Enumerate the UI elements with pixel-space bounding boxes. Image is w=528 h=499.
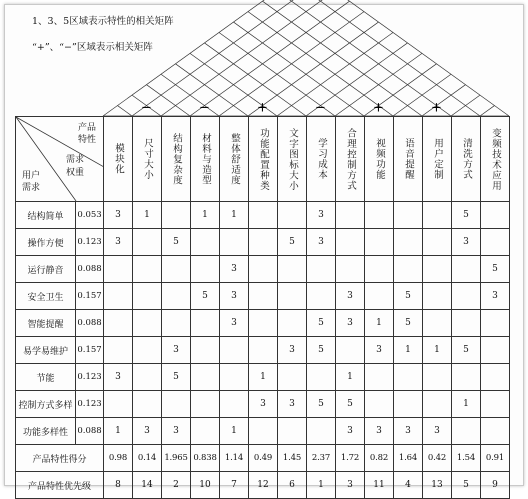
priority-value: 6	[278, 472, 307, 499]
relationship-cell: 3	[365, 337, 394, 364]
relationship-cell: 3	[162, 337, 191, 364]
relationship-cell: 5	[336, 391, 365, 418]
requirement-name: 节能	[16, 364, 76, 391]
corner-product-label-2: 特性	[78, 135, 97, 145]
relationship-cell	[278, 310, 307, 337]
relationship-cell: 3	[162, 418, 191, 445]
relationship-cell	[133, 310, 162, 337]
score-value: 1.965	[162, 445, 191, 472]
score-value: 0.42	[423, 445, 452, 472]
relationship-cell: 3	[394, 418, 423, 445]
relationship-cell	[365, 229, 394, 256]
roof-correlation-sign: −	[315, 100, 326, 116]
relationship-cell	[307, 364, 336, 391]
roof-correlation-sign: +	[257, 100, 268, 116]
characteristic-label: 整体舒适度	[229, 132, 240, 186]
requirement-row	[16, 337, 510, 364]
priority-value: 5	[452, 472, 481, 499]
note-correlation-regions: 1、3、5区域表示特性的相关矩阵	[32, 16, 174, 27]
roof-lattice-line	[118, 106, 133, 116]
relationship-cell	[191, 391, 220, 418]
roof-lattice-line	[263, 1, 423, 116]
score-value: 1.72	[336, 445, 365, 472]
relationship-cell: 1	[133, 202, 162, 229]
roof-lattice-line	[234, 22, 365, 116]
relationship-cell: 1	[336, 364, 365, 391]
score-value: 0.49	[249, 445, 278, 472]
relationship-cell: 5	[452, 202, 481, 229]
relationship-cell: 1	[394, 337, 423, 364]
requirement-row	[16, 364, 510, 391]
relationship-cell	[394, 391, 423, 418]
relationship-cell	[394, 256, 423, 283]
characteristic-header	[423, 117, 452, 202]
relationship-cell	[220, 229, 249, 256]
requirement-row	[16, 310, 510, 337]
priority-value: 9	[481, 472, 510, 499]
relationship-cell: 3	[278, 391, 307, 418]
score-value: 1.54	[452, 445, 481, 472]
requirement-name: 操作方便	[16, 229, 76, 256]
relationship-cell: 5	[278, 229, 307, 256]
roof-lattice-line	[132, 0, 321, 116]
roof-correlation-sign: −	[199, 100, 210, 116]
requirement-weight: 0.157	[76, 337, 104, 364]
relationship-cell	[162, 202, 191, 229]
relationship-cell: 3	[220, 283, 249, 310]
relationship-cell	[365, 202, 394, 229]
relationship-cell	[249, 229, 278, 256]
relationship-cell	[133, 337, 162, 364]
relationship-cell	[452, 256, 481, 283]
characteristic-label: 功能配置种类	[258, 127, 269, 191]
roof-correlation-sign: +	[431, 100, 442, 116]
priority-value: 11	[365, 472, 394, 499]
relationship-cell: 1	[104, 418, 133, 445]
characteristic-label: 清洗方式	[461, 138, 472, 180]
characteristic-label: 合理控制方式	[345, 127, 356, 191]
relationship-cell	[278, 202, 307, 229]
relationship-cell: 5	[394, 283, 423, 310]
corner-product-label-1: 产品	[78, 123, 97, 133]
characteristic-header	[220, 117, 249, 202]
relationship-cell: 1	[452, 391, 481, 418]
relationship-cell: 1	[423, 337, 452, 364]
characteristic-header	[278, 117, 307, 202]
requirement-row	[16, 229, 510, 256]
roof-correlation-sign: +	[373, 100, 384, 116]
score-row-label: 产品特性得分	[16, 445, 104, 472]
relationship-cell	[423, 283, 452, 310]
relationship-cell	[394, 202, 423, 229]
relationship-cell	[133, 256, 162, 283]
requirement-weight: 0.053	[76, 202, 104, 229]
characteristic-header	[191, 117, 220, 202]
requirement-row	[16, 283, 510, 310]
relationship-cell: 3	[336, 310, 365, 337]
relationship-cell	[307, 418, 336, 445]
requirement-name: 结构简单	[16, 202, 76, 229]
relationship-cell	[220, 364, 249, 391]
characteristic-header	[365, 117, 394, 202]
roof-lattice-line	[161, 0, 335, 116]
roof-lattice-line	[205, 43, 307, 116]
relationship-cell: 5	[191, 283, 220, 310]
characteristic-header	[249, 117, 278, 202]
characteristic-header	[394, 117, 423, 202]
roof-lattice-line	[103, 0, 306, 116]
relationship-cell	[452, 364, 481, 391]
requirement-weight: 0.088	[76, 310, 104, 337]
relationship-cell	[394, 364, 423, 391]
corner-user-label-1: 用户	[22, 171, 41, 181]
relationship-cell: 5	[307, 310, 336, 337]
relationship-cell: 1	[220, 202, 249, 229]
relationship-cell	[191, 256, 220, 283]
requirement-weight: 0.088	[76, 256, 104, 283]
requirement-weight: 0.123	[76, 364, 104, 391]
requirement-name: 运行静音	[16, 256, 76, 283]
relationship-cell: 5	[307, 337, 336, 364]
relationship-cell	[278, 418, 307, 445]
relationship-cell	[191, 310, 220, 337]
relationship-cell: 5	[162, 229, 191, 256]
relationship-cell	[133, 391, 162, 418]
relationship-cell	[481, 202, 510, 229]
roof-lattice-line	[480, 106, 495, 116]
relationship-cell	[249, 256, 278, 283]
priority-value: 3	[336, 472, 365, 499]
priority-value: 4	[394, 472, 423, 499]
relationship-cell	[365, 391, 394, 418]
relationship-cell	[481, 229, 510, 256]
requirement-name: 易学易维护	[16, 337, 76, 364]
relationship-cell	[452, 283, 481, 310]
relationship-cell	[133, 229, 162, 256]
relationship-cell	[452, 310, 481, 337]
priority-row-label: 产品特性优先级	[16, 472, 104, 499]
relationship-cell: 3	[133, 418, 162, 445]
relationship-cell: 3	[104, 202, 133, 229]
relationship-cell	[162, 283, 191, 310]
relationship-cell: 3	[365, 418, 394, 445]
roof-lattice-line	[306, 0, 509, 116]
relationship-cell	[162, 391, 191, 418]
relationship-cell	[278, 283, 307, 310]
requirement-row	[16, 418, 510, 445]
relationship-cell: 3	[307, 229, 336, 256]
relationship-cell: 3	[220, 310, 249, 337]
relationship-cell: 3	[481, 283, 510, 310]
relationship-cell	[394, 229, 423, 256]
relationship-cell: 3	[104, 229, 133, 256]
score-value: 1.45	[278, 445, 307, 472]
characteristic-label: 语音提醒	[403, 138, 414, 180]
relationship-cell: 3	[423, 418, 452, 445]
relationship-cell: 5	[307, 391, 336, 418]
relationship-cell: 5	[452, 337, 481, 364]
relationship-cell	[249, 283, 278, 310]
house-of-quality-table	[15, 116, 510, 499]
relationship-cell	[162, 310, 191, 337]
score-value: 0.91	[481, 445, 510, 472]
score-value: 0.82	[365, 445, 394, 472]
relationship-cell	[191, 229, 220, 256]
relationship-cell	[162, 256, 191, 283]
relationship-cell	[278, 256, 307, 283]
characteristic-header	[307, 117, 336, 202]
requirement-weight: 0.123	[76, 391, 104, 418]
score-value: 1.14	[220, 445, 249, 472]
relationship-cell	[307, 283, 336, 310]
characteristic-label: 变频技术应用	[490, 127, 501, 191]
relationship-cell	[220, 337, 249, 364]
corner-user-label-2: 需求	[22, 183, 41, 193]
relationship-cell	[423, 229, 452, 256]
relationship-cell	[336, 202, 365, 229]
relationship-cell: 3	[278, 337, 307, 364]
relationship-cell	[104, 256, 133, 283]
score-value: 0.98	[104, 445, 133, 472]
characteristic-label: 用户定制	[432, 138, 443, 180]
relationship-cell	[278, 364, 307, 391]
priority-value: 7	[220, 472, 249, 499]
requirement-row	[16, 391, 510, 418]
relationship-cell: 1	[191, 202, 220, 229]
relationship-cell: 5	[162, 364, 191, 391]
requirement-name: 控制方式多样	[16, 391, 76, 418]
priority-value: 14	[133, 472, 162, 499]
roof-correlation-sign: −	[141, 100, 152, 116]
relationship-cell	[133, 283, 162, 310]
relationship-cell	[336, 229, 365, 256]
relationship-cell: 1	[249, 364, 278, 391]
priority-value: 13	[423, 472, 452, 499]
relationship-cell: 3	[220, 256, 249, 283]
relationship-cell	[336, 337, 365, 364]
characteristic-header	[133, 117, 162, 202]
relationship-cell	[452, 418, 481, 445]
priority-value: 1	[307, 472, 336, 499]
characteristic-header	[336, 117, 365, 202]
score-row	[16, 445, 510, 472]
characteristic-header	[481, 117, 510, 202]
characteristic-header	[452, 117, 481, 202]
relationship-cell	[365, 283, 394, 310]
matrix-corner-header	[16, 117, 104, 202]
characteristic-label: 视频功能	[374, 138, 385, 180]
priority-row	[16, 472, 510, 499]
relationship-cell: 1	[365, 310, 394, 337]
score-value: 1.64	[394, 445, 423, 472]
requirement-row	[16, 256, 510, 283]
priority-value: 8	[104, 472, 133, 499]
priority-value: 2	[162, 472, 191, 499]
priority-value: 12	[249, 472, 278, 499]
requirement-row	[16, 202, 510, 229]
relationship-cell	[336, 256, 365, 283]
relationship-cell: 3	[336, 418, 365, 445]
relationship-cell: 3	[336, 283, 365, 310]
score-value: 2.37	[307, 445, 336, 472]
roof-lattice-line	[190, 1, 350, 116]
characteristic-label: 材料与造型	[200, 132, 211, 186]
roof-lattice-line	[422, 85, 466, 116]
relationship-cell	[104, 310, 133, 337]
relationship-cell	[133, 364, 162, 391]
relationship-cell	[191, 418, 220, 445]
relationship-cell	[481, 418, 510, 445]
characteristic-label: 模块化	[113, 143, 124, 175]
characteristic-header	[162, 117, 191, 202]
roof-lattice-line	[147, 85, 191, 116]
relationship-cell	[423, 202, 452, 229]
relationship-cell	[423, 256, 452, 283]
corner-need-label-2: 权重	[66, 168, 85, 178]
relationship-cell	[307, 256, 336, 283]
relationship-cell	[249, 337, 278, 364]
relationship-cell	[249, 310, 278, 337]
requirement-weight: 0.088	[76, 418, 104, 445]
relationship-cell: 3	[307, 202, 336, 229]
characteristic-label: 结构复杂度	[171, 132, 182, 186]
relationship-cell	[423, 364, 452, 391]
relationship-cell	[481, 364, 510, 391]
relationship-cell	[365, 256, 394, 283]
relationship-cell: 3	[452, 229, 481, 256]
relationship-cell	[220, 391, 249, 418]
relationship-cell	[104, 391, 133, 418]
note-sign-regions: “+”、“−”区域表示相关矩阵	[32, 42, 153, 53]
relationship-cell	[191, 337, 220, 364]
corner-need-label-1: 需求	[66, 155, 85, 165]
roof-lattice-line	[292, 0, 481, 116]
requirement-weight: 0.157	[76, 283, 104, 310]
score-value: 0.14	[133, 445, 162, 472]
characteristic-header	[104, 117, 133, 202]
relationship-cell	[365, 364, 394, 391]
roof-lattice-line	[176, 64, 249, 116]
relationship-cell: 1	[220, 418, 249, 445]
score-value: 0.838	[191, 445, 220, 472]
relationship-cell	[423, 391, 452, 418]
characteristic-label: 文字图标大小	[287, 127, 298, 191]
relationship-cell	[104, 283, 133, 310]
relationship-cell	[481, 391, 510, 418]
relationship-cell	[191, 364, 220, 391]
relationship-cell	[249, 418, 278, 445]
characteristic-label: 尺寸大小	[142, 138, 153, 180]
relationship-cell: 3	[104, 364, 133, 391]
requirement-name: 智能提醒	[16, 310, 76, 337]
relationship-cell: 5	[481, 256, 510, 283]
relationship-cell	[249, 202, 278, 229]
roof-lattice-line	[277, 0, 451, 116]
relationship-cell: 5	[394, 310, 423, 337]
requirement-name: 功能多样性	[16, 418, 76, 445]
relationship-cell	[481, 337, 510, 364]
characteristic-label: 学习成本	[316, 138, 327, 180]
relationship-cell	[423, 310, 452, 337]
requirement-weight: 0.123	[76, 229, 104, 256]
relationship-cell: 3	[249, 391, 278, 418]
relationship-cell	[481, 310, 510, 337]
requirement-name: 安全卫生	[16, 283, 76, 310]
priority-value: 10	[191, 472, 220, 499]
relationship-cell	[104, 337, 133, 364]
